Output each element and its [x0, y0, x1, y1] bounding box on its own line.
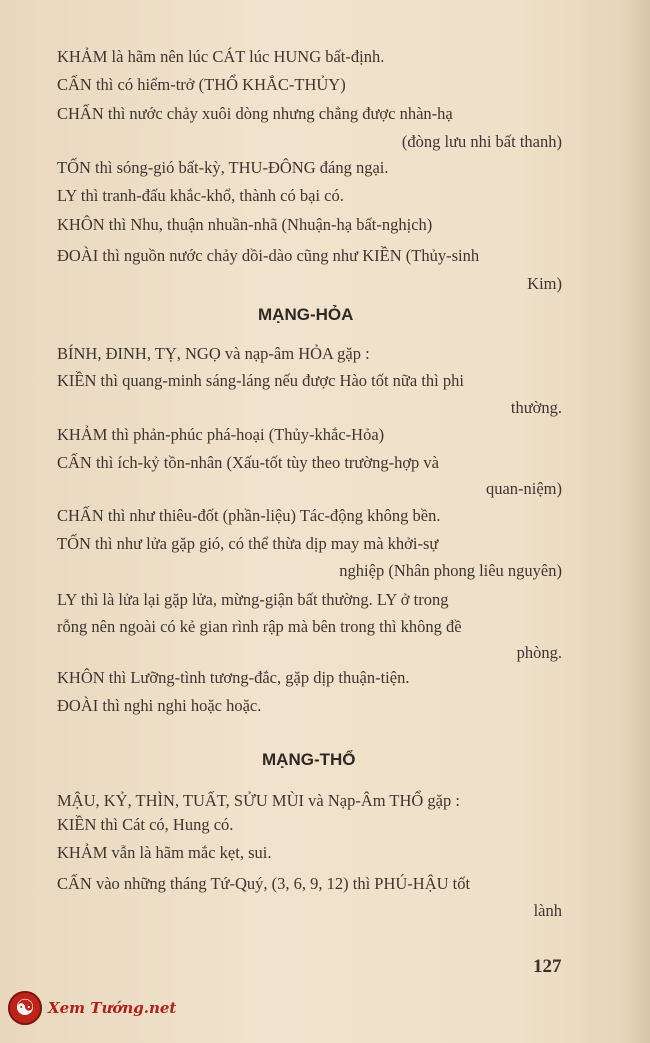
text-line: nghiệp (Nhân phong liêu nguyên) [339, 561, 562, 580]
text-line: LY thì tranh-đấu khắc-khổ, thành có bại có. [57, 186, 344, 205]
text-line: ĐOÀI thì nghi nghi hoặc hoặc. [57, 696, 262, 715]
watermark[interactable] [8, 990, 176, 1026]
section-heading-hoa: MẠNG-HỎA [258, 305, 354, 324]
text-line: quan-niệm) [485, 479, 562, 498]
text-line: CẤN thì ích-kỷ tồn-nhân (Xấu-tốt tùy theo trường-hợp và [57, 453, 439, 472]
text-line: KIỀN thì quang-minh sáng-láng nếu được Hào tốt nữa thì phi [57, 371, 464, 390]
yin-yang-icon: ☯ [8, 991, 42, 1025]
text-line: CHẤN thì như thiêu-đốt (phần-liệu) Tác-động không bền. [57, 506, 441, 525]
text-line: KHẢM thì phản-phúc phá-hoại (Thủy-khắc-Hỏa) [57, 425, 385, 444]
page-fold-shadow [624, 0, 650, 1043]
text-line: Kim) [527, 274, 562, 293]
text-line: CẤN thì có hiểm-trở (THỔ KHẮC-THỦY) [57, 75, 346, 94]
text-line: (đòng lưu nhi bất thanh) [401, 132, 562, 151]
text-line: ĐOÀI thì nguồn nước chảy dồi-dào cũng như KIỀN (Thủy-sinh [57, 246, 480, 265]
text-line: BÍNH, ĐINH, TỴ, NGỌ và nạp-âm HỎA gặp : [57, 344, 370, 363]
text-line: KHẢM là hãm nên lúc CÁT lúc HUNG bất-định. [57, 47, 385, 66]
text-line: KHÔN thì Lưỡng-tình tương-đắc, gặp dịp thuận-tiện. [57, 668, 410, 687]
text-line: phòng. [516, 643, 562, 662]
text-line: KHẢM vẫn là hãm mắc kẹt, sui. [57, 843, 272, 862]
text-line: CẤN vào những tháng Tứ-Quý, (3, 6, 9, 12) thì PHÚ-HẬU tốt [57, 874, 471, 893]
text-line: lành [533, 901, 562, 920]
watermark-text: Xem Tướng.net [48, 999, 177, 1017]
section-heading-tho: MẠNG-THỔ [262, 750, 356, 769]
text-line: MẬU, KỶ, THÌN, TUẤT, SỬU MÙI và Nạp-Âm THỔ gặp : [57, 791, 460, 810]
text-line: LY thì là lửa lại gặp lửa, mừng-giận bất thường. LY ở trong [57, 590, 449, 609]
text-line: KHÔN thì Nhu, thuận nhuần-nhã (Nhuận-hạ bất-nghịch) [57, 215, 433, 234]
text-line: TỐN thì như lửa gặp gió, có thể thừa dịp may mà khởi-sự [57, 534, 439, 553]
text-line: rỗng nên ngoài có kẻ gian rình rập mà bên trong thì không đề [57, 617, 462, 636]
text-line: thường. [510, 398, 562, 417]
page-number: 127 [533, 956, 562, 977]
text-line: KIỀN thì Cát có, Hung có. [57, 815, 234, 834]
text-line: TỐN thì sóng-gió bất-kỳ, THU-ĐÔNG đáng ngại. [57, 158, 389, 177]
text-line: CHẤN thì nước chảy xuôi dòng nhưng chẳng được nhàn-hạ [57, 104, 453, 123]
